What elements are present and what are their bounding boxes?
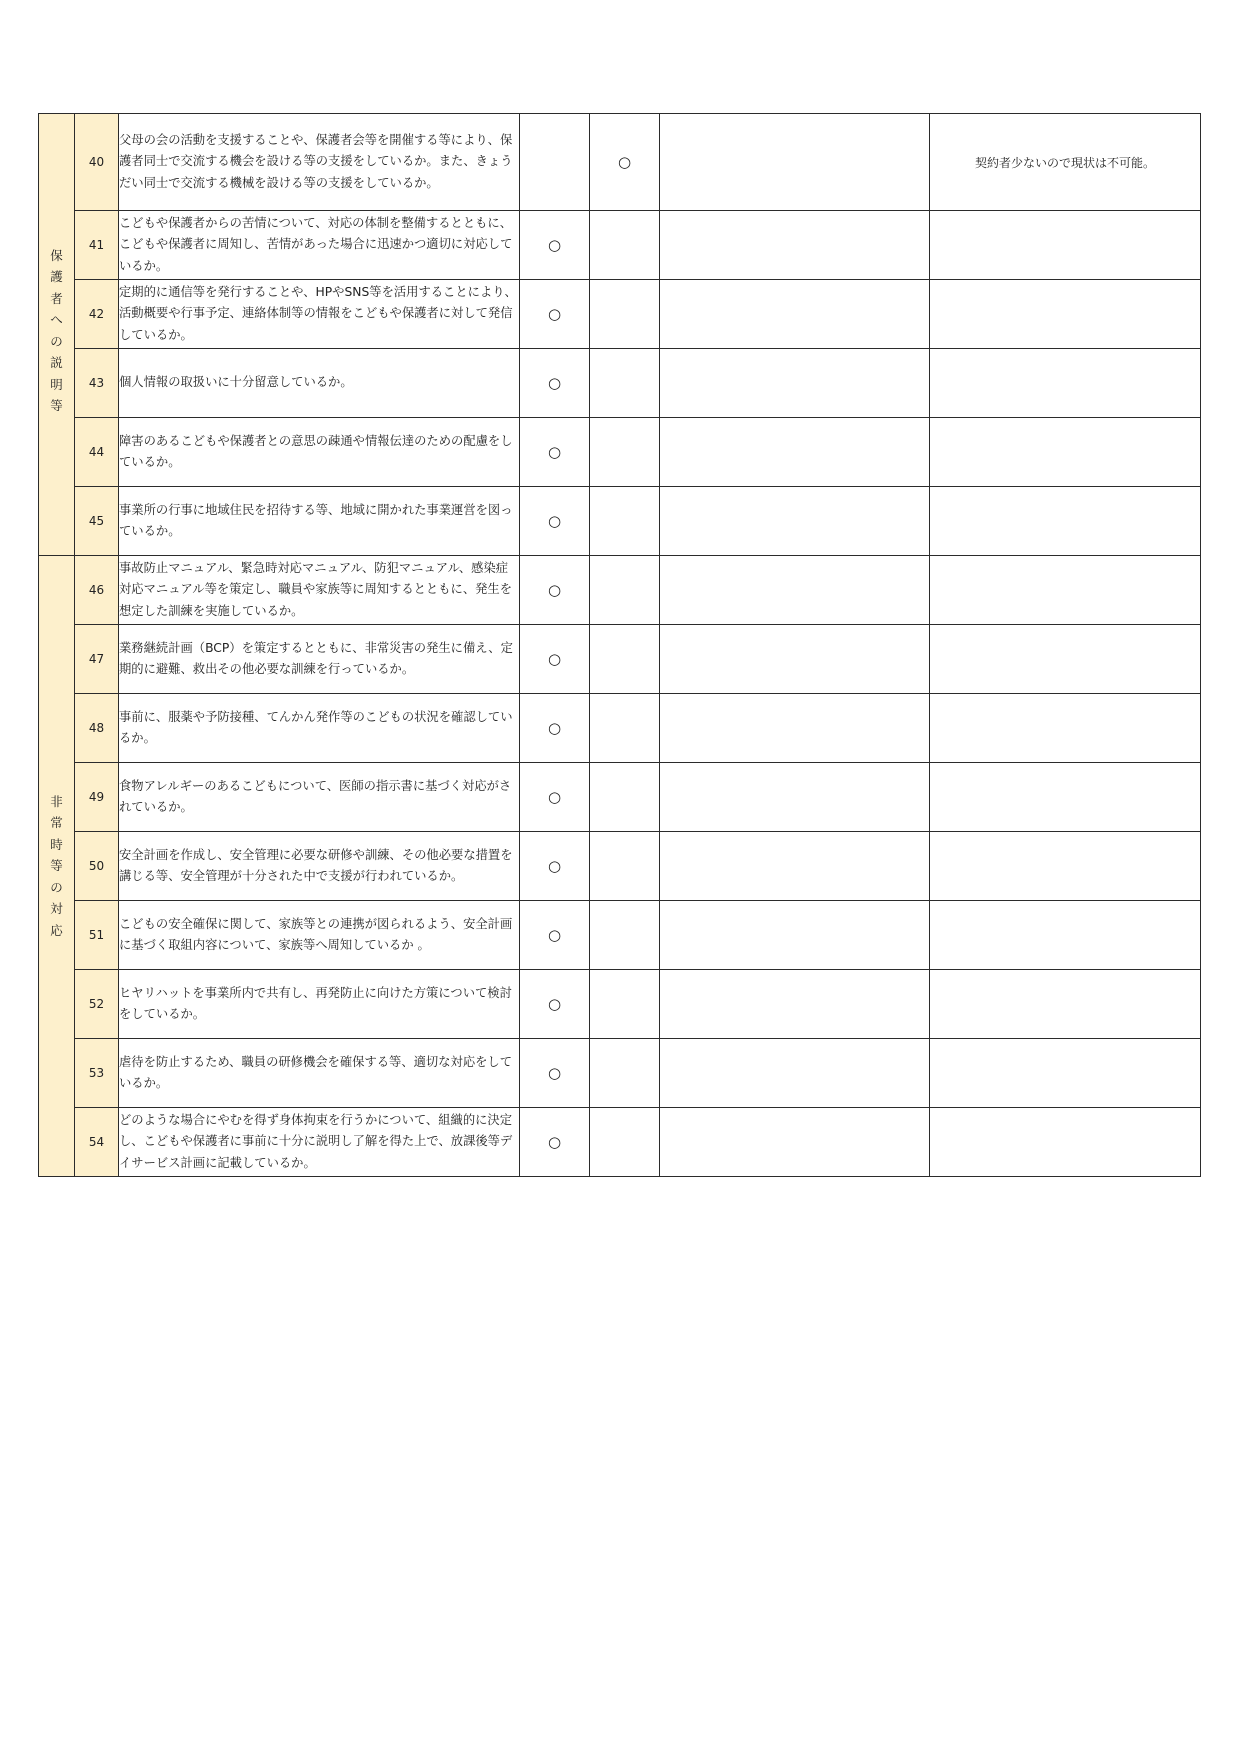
improvement-cell	[660, 1039, 930, 1108]
improvement-cell	[660, 418, 930, 487]
improvement-cell	[660, 763, 930, 832]
improvement-cell	[660, 114, 930, 211]
improvement-cell	[660, 556, 930, 625]
category-label: 非常時等の対応	[50, 793, 63, 938]
no-mark	[590, 1108, 660, 1177]
row-number: 43	[75, 349, 119, 418]
question-text: 業務継続計画（BCP）を策定するとともに、非常災害の発生に備え、定期的に避難、救出その他必要な訓練を行っているか。	[119, 625, 520, 694]
question-text: こどもや保護者からの苦情について、対応の体制を整備するとともに、こどもや保護者に周知し、苦情があった場合に迅速かつ適切に対応しているか。	[119, 211, 520, 280]
row-number: 44	[75, 418, 119, 487]
yes-mark: ○	[520, 1039, 590, 1108]
note-cell	[930, 1039, 1201, 1108]
yes-mark: ○	[520, 901, 590, 970]
table-row	[39, 114, 1201, 211]
no-mark	[590, 832, 660, 901]
yes-mark: ○	[520, 970, 590, 1039]
question-text: どのような場合にやむを得ず身体拘束を行うかについて、組織的に決定し、こどもや保護者に事前に十分に説明し了解を得た上で、放課後等デイサービス計画に記載しているか。	[119, 1108, 520, 1177]
yes-mark	[520, 114, 590, 211]
yes-mark: ○	[520, 280, 590, 349]
note-cell	[930, 349, 1201, 418]
note-cell	[930, 694, 1201, 763]
no-mark	[590, 418, 660, 487]
no-mark	[590, 487, 660, 556]
table-row	[39, 349, 1201, 418]
table-row	[39, 625, 1201, 694]
category-emergency	[39, 556, 75, 1177]
row-number: 42	[75, 280, 119, 349]
table-row	[39, 763, 1201, 832]
note-cell	[930, 763, 1201, 832]
row-number: 40	[75, 114, 119, 211]
no-mark	[590, 970, 660, 1039]
improvement-cell	[660, 487, 930, 556]
no-mark: ○	[590, 114, 660, 211]
note-cell	[930, 418, 1201, 487]
no-mark	[590, 763, 660, 832]
table-row	[39, 211, 1201, 280]
table-row	[39, 970, 1201, 1039]
table-row	[39, 280, 1201, 349]
question-text: 父母の会の活動を支援することや、保護者会等を開催する等により、保護者同士で交流する機会を設ける等の支援をしているか。また、きょうだい同士で交流する機械を設ける等の支援をしているか。	[119, 114, 520, 211]
no-mark	[590, 211, 660, 280]
yes-mark: ○	[520, 625, 590, 694]
table-row	[39, 901, 1201, 970]
category-label: 保護者への説明等	[50, 247, 63, 413]
note-cell	[930, 280, 1201, 349]
note-cell	[930, 970, 1201, 1039]
no-mark	[590, 556, 660, 625]
no-mark	[590, 349, 660, 418]
yes-mark: ○	[520, 1108, 590, 1177]
table-row	[39, 418, 1201, 487]
checklist-table	[38, 113, 1201, 1177]
yes-mark: ○	[520, 418, 590, 487]
row-number: 49	[75, 763, 119, 832]
row-number: 51	[75, 901, 119, 970]
row-number: 48	[75, 694, 119, 763]
improvement-cell	[660, 970, 930, 1039]
improvement-cell	[660, 901, 930, 970]
note-cell: 契約者少ないので現状は不可能。	[930, 114, 1201, 211]
note-cell	[930, 832, 1201, 901]
row-number: 50	[75, 832, 119, 901]
row-number: 45	[75, 487, 119, 556]
question-text: 定期的に通信等を発行することや、HPやSNS等を活用することにより、活動概要や行事予定、連絡体制等の情報をこどもや保護者に対して発信しているか。	[119, 280, 520, 349]
question-text: 食物アレルギーのあるこどもについて、医師の指示書に基づく対応がされているか。	[119, 763, 520, 832]
question-text: 障害のあるこどもや保護者との意思の疎通や情報伝達のための配慮をしているか。	[119, 418, 520, 487]
note-cell	[930, 556, 1201, 625]
question-text: 事故防止マニュアル、緊急時対応マニュアル、防犯マニュアル、感染症対応マニュアル等を策定し、職員や家族等に周知するとともに、発生を想定した訓練を実施しているか。	[119, 556, 520, 625]
table-row	[39, 1039, 1201, 1108]
question-text: こどもの安全確保に関して、家族等との連携が図られるよう、安全計画に基づく取組内容について、家族等へ周知しているか 。	[119, 901, 520, 970]
note-cell	[930, 1108, 1201, 1177]
row-number: 41	[75, 211, 119, 280]
yes-mark: ○	[520, 211, 590, 280]
checklist-rows	[39, 114, 1201, 1177]
improvement-cell	[660, 280, 930, 349]
question-text: ヒヤリハットを事業所内で共有し、再発防止に向けた方策について検討をしているか。	[119, 970, 520, 1039]
improvement-cell	[660, 1108, 930, 1177]
improvement-cell	[660, 694, 930, 763]
note-cell	[930, 211, 1201, 280]
yes-mark: ○	[520, 832, 590, 901]
note-cell	[930, 625, 1201, 694]
yes-mark: ○	[520, 556, 590, 625]
row-number: 46	[75, 556, 119, 625]
yes-mark: ○	[520, 349, 590, 418]
question-text: 虐待を防止するため、職員の研修機会を確保する等、適切な対応をしているか。	[119, 1039, 520, 1108]
row-number: 52	[75, 970, 119, 1039]
no-mark	[590, 694, 660, 763]
no-mark	[590, 1039, 660, 1108]
yes-mark: ○	[520, 487, 590, 556]
improvement-cell	[660, 832, 930, 901]
yes-mark: ○	[520, 763, 590, 832]
yes-mark: ○	[520, 694, 590, 763]
question-text: 安全計画を作成し、安全管理に必要な研修や訓練、その他必要な措置を講じる等、安全管理が十分された中で支援が行われているか。	[119, 832, 520, 901]
question-text: 事業所の行事に地域住民を招待する等、地域に開かれた事業運営を図っているか。	[119, 487, 520, 556]
improvement-cell	[660, 625, 930, 694]
improvement-cell	[660, 211, 930, 280]
row-number: 53	[75, 1039, 119, 1108]
no-mark	[590, 280, 660, 349]
row-number: 54	[75, 1108, 119, 1177]
question-text: 事前に、服薬や予防接種、てんかん発作等のこどもの状況を確認しているか。	[119, 694, 520, 763]
table-row	[39, 487, 1201, 556]
no-mark	[590, 625, 660, 694]
table-row	[39, 1108, 1201, 1177]
table-row	[39, 556, 1201, 625]
note-cell	[930, 901, 1201, 970]
improvement-cell	[660, 349, 930, 418]
table-row	[39, 832, 1201, 901]
no-mark	[590, 901, 660, 970]
category-guardian	[39, 114, 75, 556]
row-number: 47	[75, 625, 119, 694]
question-text: 個人情報の取扱いに十分留意しているか。	[119, 349, 520, 418]
table-row	[39, 694, 1201, 763]
note-cell	[930, 487, 1201, 556]
